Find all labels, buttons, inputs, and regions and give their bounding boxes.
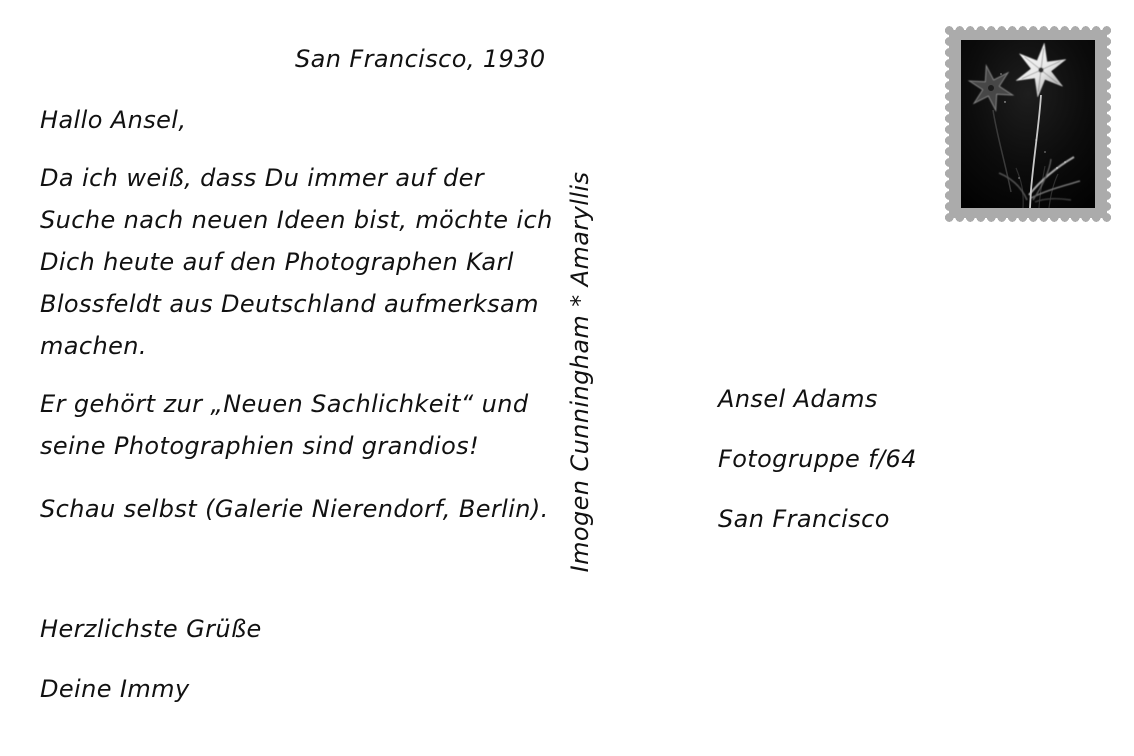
photo-credit-vertical: Imogen Cunningham * Amaryllis — [566, 171, 594, 573]
letter-line: Er gehört zur „Neuen Sachlichkeit“ und — [40, 390, 529, 418]
letter-paragraph-3: Schau selbst (Galerie Nierendorf, Berlin). — [40, 495, 549, 523]
letter-line: Suche nach neuen Ideen bist, möchte ich — [40, 206, 553, 234]
address-line-group: Fotogruppe f/64 — [718, 445, 917, 473]
letter-line: Blossfeldt aus Deutschland aufmerksam — [40, 290, 539, 318]
letter-line: Dich heute auf den Photographen Karl — [40, 248, 514, 276]
amaryllis-photo — [961, 40, 1095, 208]
postage-stamp — [944, 25, 1112, 223]
letter-paragraph-1 — [40, 157, 553, 367]
amaryllis-photo-drawing — [961, 40, 1095, 208]
letter-greeting: Hallo Ansel, — [40, 106, 187, 134]
letter-signature: Deine Immy — [40, 675, 190, 703]
letter-line: Da ich weiß, dass Du immer auf der — [40, 164, 485, 192]
letter-closing: Herzlichste Grüße — [40, 615, 262, 643]
letter-paragraph-2 — [40, 383, 529, 467]
letter-line: seine Photographien sind grandios! — [40, 432, 480, 460]
address-line-city: San Francisco — [718, 505, 890, 533]
left-flower-center — [988, 85, 994, 91]
letter-line: machen. — [40, 332, 147, 360]
dateline: San Francisco, 1930 — [295, 45, 546, 73]
address-line-name: Ansel Adams — [718, 385, 878, 413]
address-block — [718, 369, 917, 549]
stamp-border — [949, 30, 1107, 218]
